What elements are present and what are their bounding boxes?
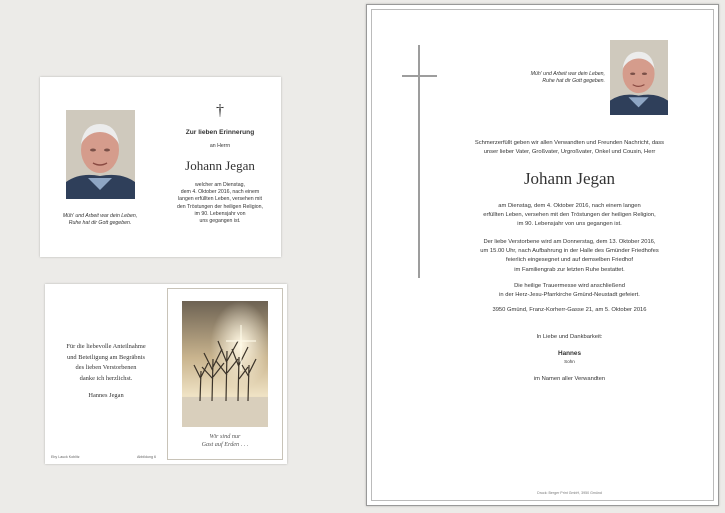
memorial-line: den Tröstungen der heiligen Religion, — [177, 203, 263, 210]
notice-signer-role: Sohn — [564, 359, 575, 364]
image-caption — [182, 433, 268, 450]
notice-intro — [427, 139, 712, 157]
notice-portrait-photo — [610, 40, 668, 115]
para-line: Der liebe Verstorbene wird am Donnerstag, dem 13. Oktober 2016, — [483, 239, 656, 245]
memorial-text — [154, 182, 286, 225]
para-line: erfüllten Leben, versehen mit den Tröstungen der heiligen Religion, — [483, 212, 656, 219]
cross-icon — [418, 45, 420, 278]
quote-line: Ruhe hat dir Gott gegeben. — [542, 78, 605, 85]
portrait-image — [66, 110, 135, 199]
cross-icon: † — [216, 102, 224, 119]
footer-right: Abbildung 6 — [137, 455, 156, 459]
memorial-line: langen erfüllten Leben, versehen mit — [178, 196, 262, 203]
memorial-to: an Herrn — [209, 143, 231, 149]
notice-grief: In Liebe und Dankbarkeit: — [536, 334, 603, 340]
picture-panel — [167, 288, 283, 460]
para-line: um 15.00 Uhr, nach Aufbahrung in der Halle des Gmünder Friedhofes — [480, 248, 659, 255]
caption-line: Gast auf Erden . . . — [201, 441, 249, 449]
para-line: im 90. Lebensjahr von uns gegangen ist. — [517, 221, 622, 228]
notice-signer-name: Hannes — [557, 350, 582, 357]
quote-line: Müh' und Arbeit war dein Leben, — [62, 213, 138, 219]
quote-line: Ruhe hat dir Gott gegeben. — [68, 220, 132, 227]
notice-portrait-image — [610, 40, 668, 115]
para-line: am Dienstag, dem 4. Oktober 2016, nach einem langen — [498, 203, 641, 209]
death-notice — [366, 4, 719, 506]
thank-you-line: des lieben Verstorbenen — [75, 364, 137, 372]
quote-line: Müh' und Arbeit war dein Leben, — [530, 71, 605, 77]
caption-line: Wir sind nur — [209, 433, 241, 440]
cross-bar — [402, 75, 437, 77]
notice-para-3 — [427, 282, 712, 300]
memorial-line: welcher am Dienstag, — [195, 182, 245, 188]
notice-name: Johann Jegan — [523, 169, 616, 188]
memorial-quote — [54, 213, 146, 227]
thank-you-line: Für die liebevolle Anteilnahme — [66, 343, 146, 350]
landscape-image — [182, 301, 268, 427]
memorial-line: uns gegangen ist. — [199, 218, 241, 225]
notice-place-date: 3950 Gmünd, Franz-Korherr-Gasse 21, am 5. Oktober 2016 — [492, 307, 647, 313]
memorial-line: dem 4. Oktober 2016, nach einem — [180, 189, 260, 196]
winter-trees-image — [182, 301, 268, 427]
thank-you-signature: Hannes Jegan — [88, 392, 124, 399]
intro-line: unser lieber Vater, Großvater, Urgroßvater, Onkel und Cousin, Herr — [483, 149, 656, 156]
para-line: feierlich eingesegnet und auf demselben Friedhof — [506, 257, 633, 264]
para-line: in der Herz-Jesu-Pfarrkirche Gmünd-Neustadt gefeiert. — [499, 292, 640, 299]
para-line: im Familiengrab zur letzten Ruhe bestattet. — [514, 266, 625, 273]
portrait-photo — [66, 110, 135, 199]
thank-you-line: und Beteiligung am Begräbnis — [67, 353, 145, 361]
intro-line: Schmerzerfüllt geben wir allen Verwandten und Freunden Nachricht, dass — [474, 140, 665, 146]
memorial-card — [40, 77, 281, 257]
notice-para-1 — [427, 202, 712, 230]
footer-left: Eby Lauck Koblitz — [51, 455, 80, 459]
para-line: Die heilige Trauermesse wird anschließend — [514, 283, 625, 289]
notice-relatives: im Namen aller Verwandten — [533, 376, 606, 382]
memorial-line: im 90. Lebensjahr von — [194, 210, 246, 217]
notice-printer: Druck: Berger Print GmbH, 3950 Gmünd — [537, 491, 602, 495]
thank-you-line: danke ich herzlichst. — [79, 374, 133, 382]
thank-you-text — [49, 342, 163, 384]
notice-quote — [507, 71, 605, 85]
memorial-name: Johann Jegan — [185, 158, 255, 173]
memorial-title: Zur lieben Erinnerung — [185, 129, 255, 136]
thank-you-card — [45, 284, 287, 464]
notice-para-2 — [427, 238, 712, 275]
